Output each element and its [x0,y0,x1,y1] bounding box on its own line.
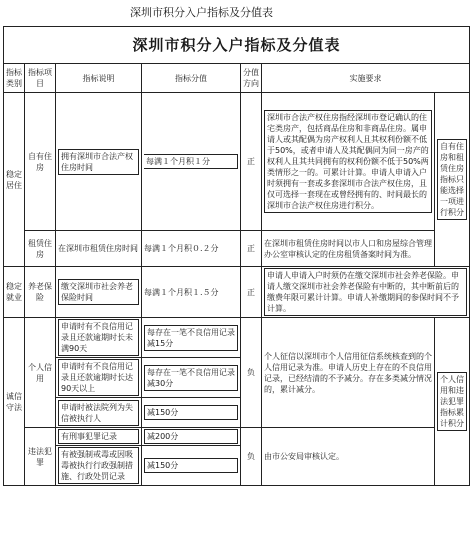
score-own-house: 每满１个月积１分 [144,154,238,169]
side-note-cell [435,318,470,486]
score-pension: 每满１个月积１.５分 [142,267,241,318]
desc-cell [56,267,142,318]
score-cell [142,318,241,358]
score-credit-3: 减150分 [144,405,238,420]
direction-rent-house: 正 [241,231,262,267]
req-crime: 由市公安局审核认定。 [262,428,435,486]
item-own-house: 自有住 房 [25,93,56,231]
desc-cell [56,358,142,398]
item-rent-house: 租赁住 房 [25,231,56,267]
score-cell [142,358,241,398]
score-cell [142,428,241,446]
direction-pension: 正 [241,267,262,318]
req-own-house: 深圳市合法产权住房指经深圳市登记确认的住宅类房产，包括商品住房和非商品住房。属申请人或其配偶为房产权利人且其权利份额不低于50%，或者申请人及其配偶同为同一房产的权利人且其共同拥有的权利份额不低于50%两类情形之一的。可累计计算。申请人申请入户时须拥有一套或多套深圳市合法产权住房，且仅可选择一套现在或曾经拥有的、时间最长的深圳市合法产权住房进行积分。 [264,110,432,213]
desc-rent-house: 在深圳市租赁住房时间 [56,231,142,267]
req-credit: 个人征信以深圳市个人信用征信系统核查到的个人信用记录为准。申请人历史上存在的不良信用记录，已经结清的不予减分。存在多类减分情况的，累计减分。 [262,318,435,428]
score-cell [142,93,241,231]
req-cell [262,93,435,231]
item-pension: 养老保 险 [25,267,56,318]
side-note-credit: 个人信用和违法犯罪指标累计积分 [437,372,467,431]
score-cell [142,446,241,486]
score-cell [142,398,241,428]
table-row [4,267,470,318]
item-crime: 违法犯 罪 [25,428,56,486]
req-rent-house: 在深圳市租赁住房时间以市人口和房屋综合管理办公室审核认定的住房租赁备案时间为准。 [262,231,435,267]
desc-cell [56,446,142,486]
group-stable-home: 稳定 居住 [4,93,25,267]
desc-cell [56,93,142,231]
score-credit-2: 每存在一笔不良信用记录减30分 [144,365,238,391]
desc-cell [56,318,142,358]
document-header-title: 深圳市积分入户指标及分值表 [130,6,273,19]
table-row [4,318,470,358]
table-row [4,231,470,267]
group-credit: 诚信 守法 [4,318,25,486]
desc-crime-1: 有刑事犯罪记录 [58,429,139,444]
desc-credit-2: 申请时有不良信用记录且还款逾期时长达90天以上 [58,359,139,396]
side-note-housing: 自有住房和租赁住房指标只能选择一项进行积分 [437,139,467,220]
desc-pension: 缴交深圳市社会养老保险时间 [58,279,139,305]
col-header-score: 指标分值 [142,64,241,93]
req-cell [262,267,470,318]
table-caption-row [4,27,470,64]
desc-credit-3: 申请时被法院列为失信被执行人 [58,400,139,426]
item-credit: 个人信 用 [25,318,56,428]
desc-cell [56,398,142,428]
desc-own-house: 拥有深圳市合法产权住房时间 [58,149,139,175]
direction-credit: 负 [241,318,262,428]
table-row [4,93,470,231]
col-header-requirement: 实施要求 [262,64,470,93]
score-credit-1: 每存在一笔不良信用记录减15分 [144,325,238,351]
col-header-item: 指标项 目 [25,64,56,93]
desc-credit-1: 申请时有不良信用记录且还款逾期时长未满90天 [58,319,139,356]
direction-crime: 负 [241,428,262,486]
score-crime-1: 减200分 [144,429,238,444]
side-note-cell [435,93,470,267]
direction-own-house: 正 [241,93,262,231]
table-header-row [4,64,470,93]
col-header-category: 指标 类别 [4,64,25,93]
desc-cell [56,428,142,446]
desc-crime-2: 有被强制戒毒或因吸毒被执行行政强制措施、行政处罚记录 [58,447,139,484]
col-header-direction: 分值 方向 [241,64,262,93]
req-pension: 申请人申请入户时须仍在缴交深圳市社会养老保险。申请人缴交深圳市社会养老保险有中断的，其中断前后的缴费年限可累计计算。申请人补缴期间的参保时间不予计算。 [264,268,467,316]
table-caption: 深圳市积分入户指标及分值表 [4,27,470,64]
score-rent-house: 每满１个月积０.２分 [142,231,241,267]
group-stable-job: 稳定 就业 [4,267,25,318]
table-row [4,428,470,446]
col-header-desc: 指标说明 [56,64,142,93]
score-crime-2: 减150分 [144,458,238,473]
points-table [3,26,470,486]
